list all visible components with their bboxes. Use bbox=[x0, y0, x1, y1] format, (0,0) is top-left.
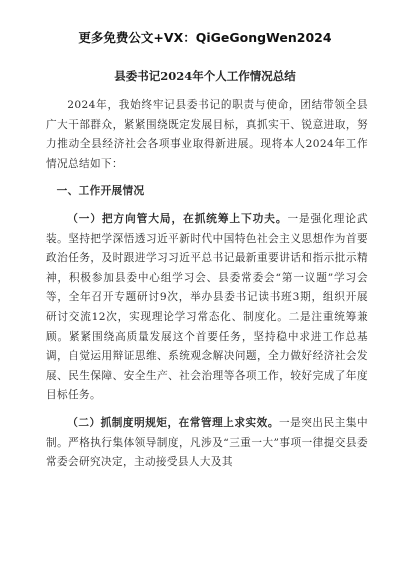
item-2-paragraph bbox=[46, 414, 368, 473]
item-1-lead: （一）把方向管大局，在抓统筹上下功夫。 bbox=[67, 212, 288, 225]
page-title: 县委书记2024年个人工作情况总结 bbox=[114, 69, 296, 83]
item-2-lead: （二）抓制度明规矩，在常管理上求实效。 bbox=[67, 416, 279, 429]
item-1-text: 一是强化理论武装。坚持把学深悟透习近平新时代中国特色社会主义思想作为首要政治任务，及时跟进学习习近平总书记最新重要讲话和指示批示精神，积极参加县委中心组学习会、县委常委会“第一议题”学习会等，全年召开专题研讨9次，举办县委书记读书班3期，组织开展研讨交流12次，实现理论学习常态化、制度化。二是注重统筹兼顾。紧紧围绕高质量发展这个首要任务，坚持稳中求进工作总基调，自觉运用辩证思维、系统观念解决问题，全力做好经济社会发展、民生保障、安全生产、社会治理等各项工作，较好完成了年度目标任务。 bbox=[46, 212, 368, 402]
watermark-banner: 更多免费公文+VX：QiGeGongWen2024 bbox=[78, 30, 332, 45]
intro-paragraph: 2024年，我始终牢记县委书记的职责与使命，团结带领全县广大干部群众，紧紧围绕既定发展目标，真抓实干、锐意进取，努力推动全县经济社会各项事业取得新进展。现将本人2024年工作情况总结如下： bbox=[46, 99, 368, 170]
item-1-paragraph bbox=[46, 210, 368, 406]
item-2-text: 一是突出民主集中制。严格执行集体领导制度，凡涉及“三重一大”事项一律提交县委常委会研究决定，主动接受县人大及其 bbox=[46, 416, 368, 469]
document-body bbox=[46, 96, 368, 481]
section-heading: 一、工作开展情况 bbox=[56, 185, 145, 198]
